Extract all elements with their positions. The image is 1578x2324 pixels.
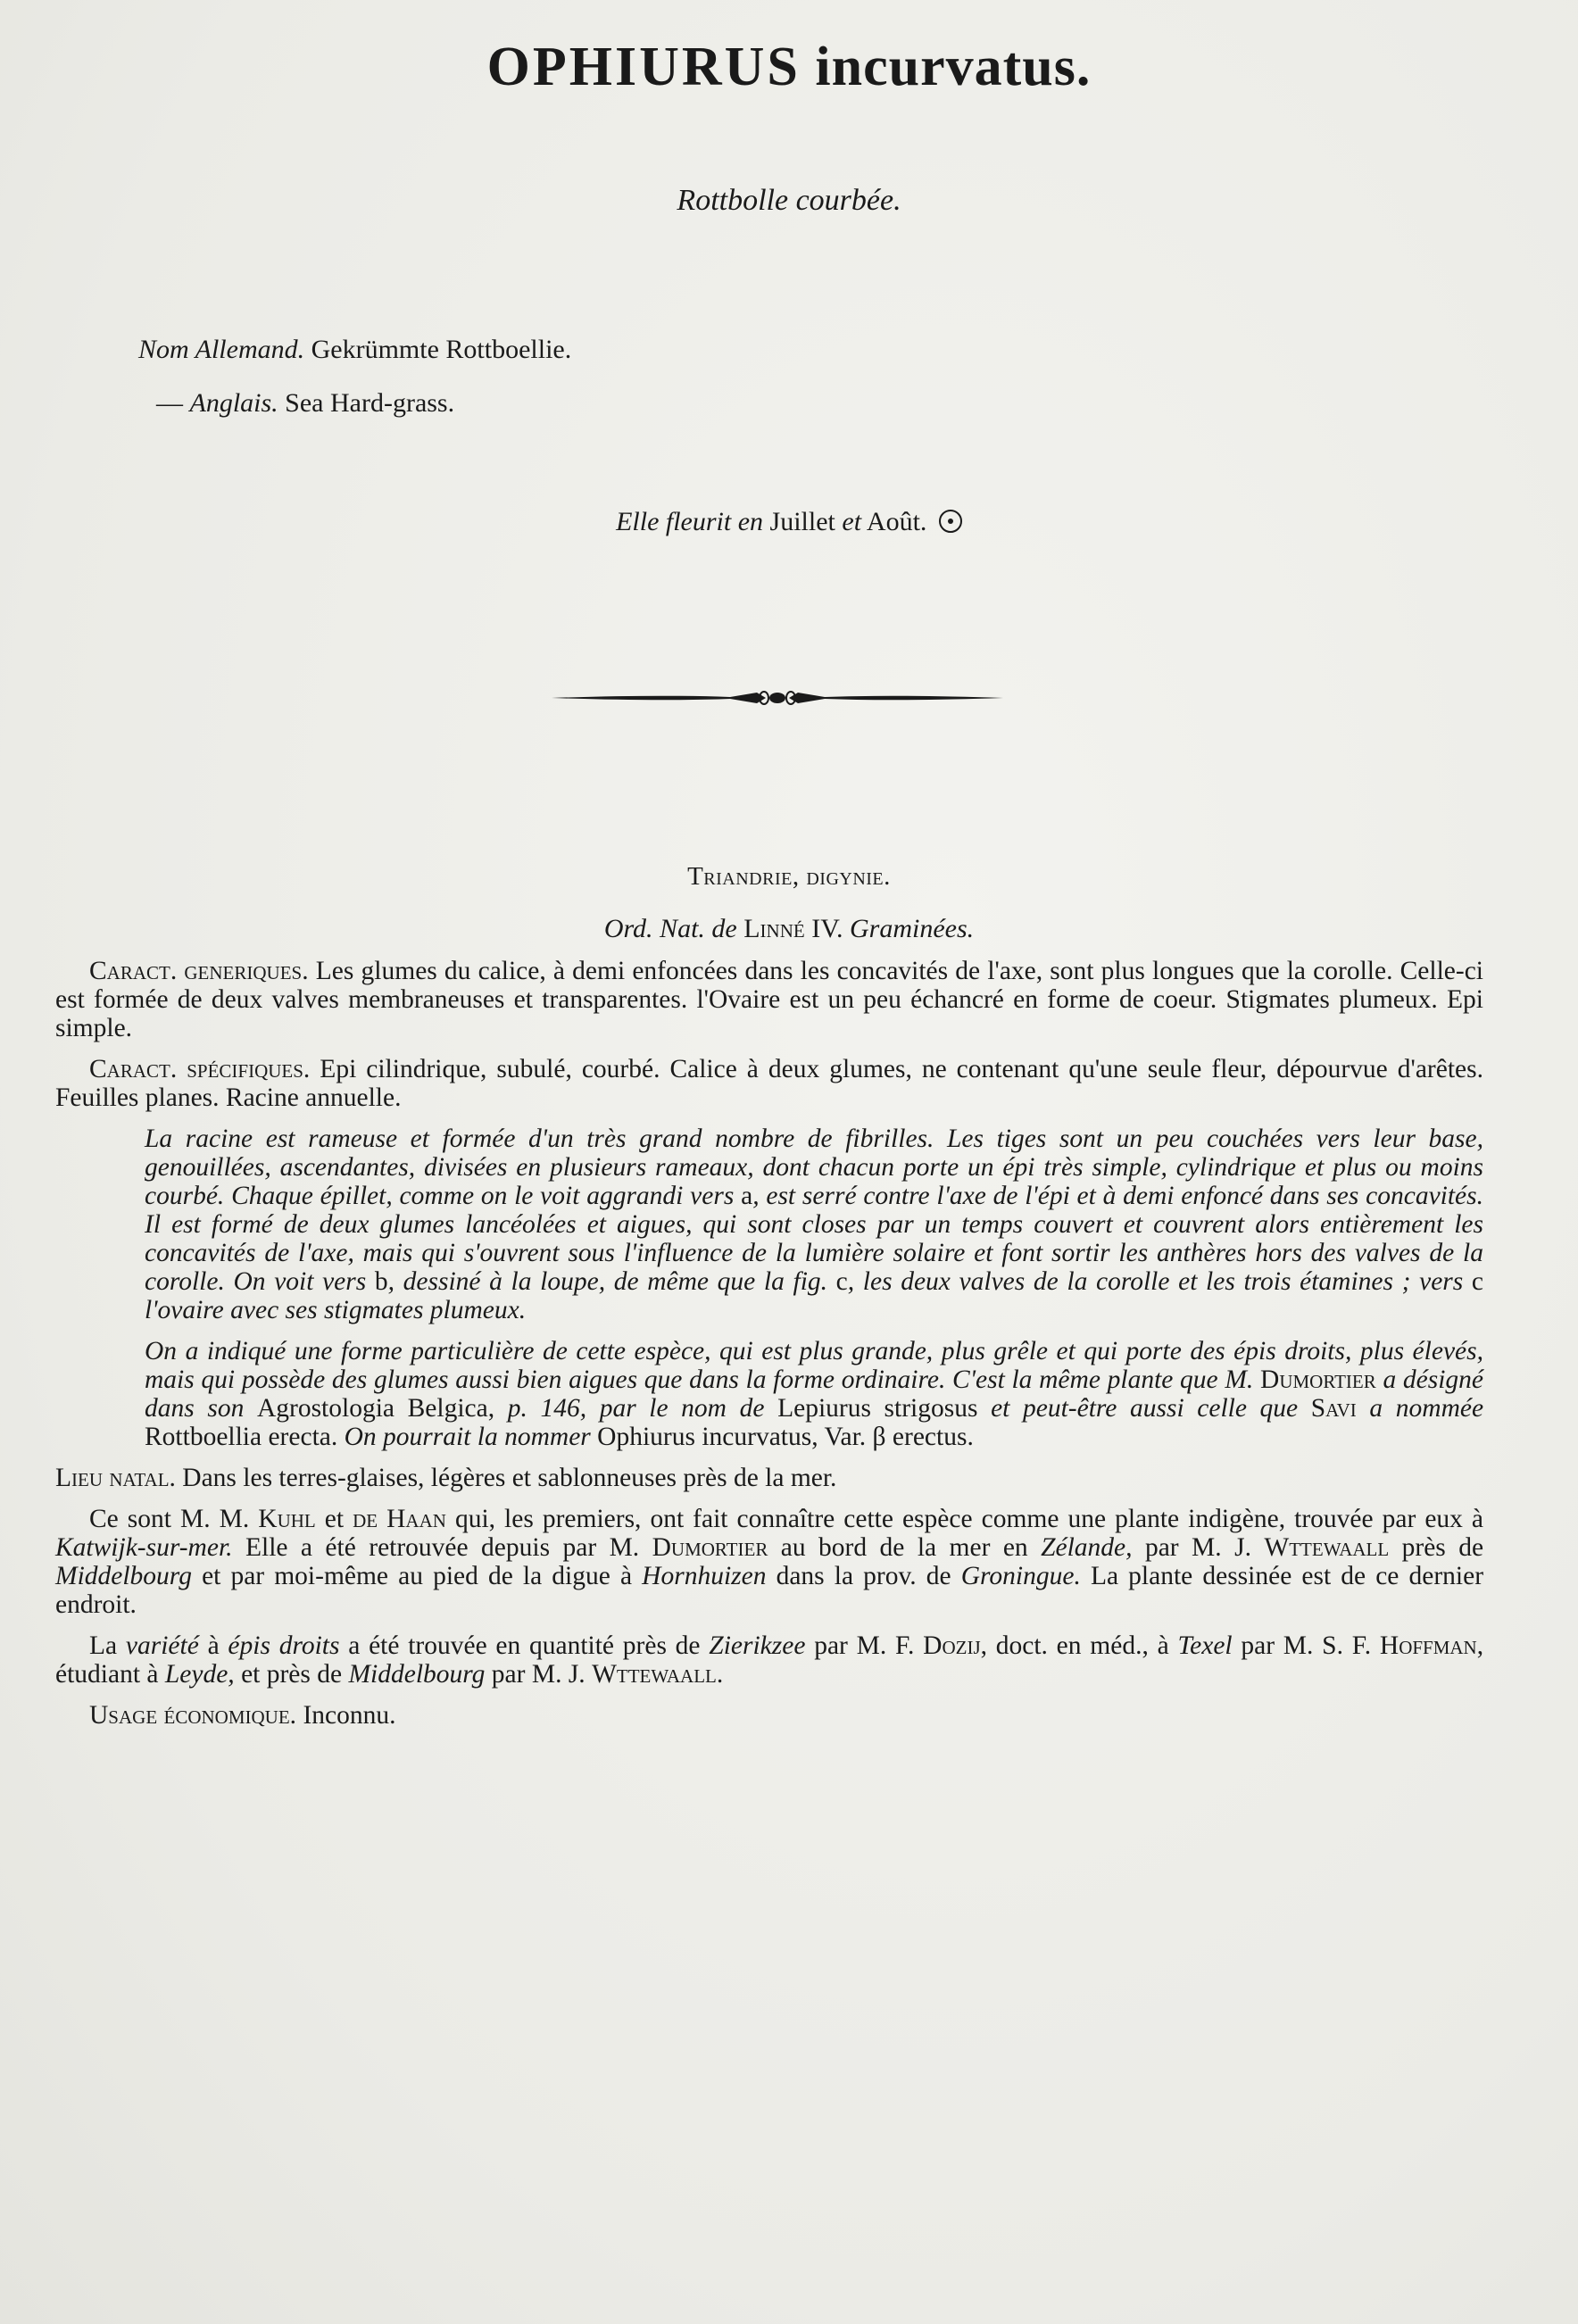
linnaean-class: Triandrie, digynie. xyxy=(687,862,891,891)
varloc-place-texel: Texel xyxy=(1177,1631,1233,1660)
english-dash: — xyxy=(156,388,183,418)
varloc-place-middelbourg: Middelbourg xyxy=(348,1660,486,1689)
usage-paragraph xyxy=(55,1701,1483,1730)
english-label: Anglais. xyxy=(189,388,278,418)
varloc-hoffman: Hoffman xyxy=(1379,1631,1477,1660)
usage-label: Usage économique. xyxy=(89,1701,297,1730)
description-text-5: l'ovaire avec ses stigmates plumeux. xyxy=(145,1296,527,1324)
discovery-dumortier: Dumortier xyxy=(652,1533,768,1562)
order-author: Linné xyxy=(743,914,805,943)
discovery-text-5: au bord de la mer en xyxy=(780,1533,1028,1562)
discovery-text-3: qui, les premiers, ont fait connaître cette espèce comme une plante indigène, trouvée par eux à xyxy=(454,1505,1484,1533)
specific-label: Caract. spécifiques. xyxy=(89,1055,311,1083)
varloc-text-5: , doct. en méd., à xyxy=(980,1631,1169,1660)
variety-name-ophiurus: Ophiurus incurvatus, Var. β erectus. xyxy=(597,1423,974,1451)
discovery-wttewaall: Wttewaall xyxy=(1264,1533,1390,1562)
varloc-text-1: La xyxy=(89,1631,118,1660)
discovery-place-hornhuizen: Hornhuizen xyxy=(642,1562,767,1590)
discovery-place-groningue: Groningue. xyxy=(960,1562,1081,1590)
varloc-text-9: par M. J. xyxy=(491,1660,586,1689)
discovery-text-6: par M. J. xyxy=(1144,1533,1251,1562)
discovery-place-zelande: Zélande, xyxy=(1041,1533,1133,1562)
variety-author-dumortier: Dumortier xyxy=(1260,1365,1376,1394)
page-title xyxy=(0,36,1578,99)
varloc-text-3: a été trouvée en quantité près de xyxy=(348,1631,701,1660)
german-name-line xyxy=(138,323,571,377)
german-label: Nom Allemand. xyxy=(138,335,305,364)
discovery-haan: de Haan xyxy=(353,1505,446,1533)
variety-text-1: On a indiqué une forme particulière de cette espèce, qui est plus grande, plus grêle et qui porte des épis droits, plus élevés, mais qui possède des glumes aussi bien aigues que dans la forme ordinaire. C'est la même plante que M. xyxy=(145,1337,1483,1394)
discovery-paragraph xyxy=(55,1505,1483,1619)
varloc-epis: épis droits xyxy=(228,1631,340,1660)
english-value: Sea Hard-grass. xyxy=(285,388,455,418)
order-family: Graminées. xyxy=(850,914,975,943)
varloc-text-4: par M. F. xyxy=(814,1631,915,1660)
order-prefix: Ord. Nat. de xyxy=(603,914,737,943)
varloc-place-leyde: Leyde, xyxy=(164,1660,235,1689)
order-num: IV. xyxy=(811,914,843,943)
varloc-dozij: Dozij xyxy=(923,1631,981,1660)
flowering-line xyxy=(0,507,1578,537)
main-text xyxy=(55,957,1483,1742)
discovery-text-7: près de xyxy=(1401,1533,1484,1562)
figure-ref-b: b xyxy=(374,1267,388,1296)
figure-ref-a: a xyxy=(741,1182,753,1210)
german-value: Gekrümmte Rottboellie. xyxy=(311,335,572,364)
specific-text: Epi cilindrique, subulé, courbé. Calice à deux glumes, ne contenant qu'une seule fleur, dépourvue d'arêtes. Feuilles planes. Racine annuelle. xyxy=(55,1055,1483,1112)
description-text-1: La racine est rameuse et formée d'un très grand nombre de fibrilles. Les tiges sont un peu couchées vers leur base, genouillées, ascendantes, divisées en plusieurs rameaux, dont chacun porte un épi très simple, cylindrique et plus ou moins courbé. Chaque épillet, comme on le voit aggrandi vers xyxy=(145,1125,1483,1210)
variety-work: Agrostologia Belgica, xyxy=(256,1394,495,1423)
variety-text-5: a nommée xyxy=(1369,1394,1484,1423)
discovery-text-4: Elle a été retrouvée depuis par M. xyxy=(245,1533,640,1562)
generic-text: Les glumes du calice, à demi enfoncées dans les concavités de l'axe, sont plus longues que la corolle. Celle-ci est formée de deux valves membraneuses et transparentes. l'Ovaire est un peu échancré en forme de coeur. Stigmates plumeux. Epi simple. xyxy=(55,957,1483,1042)
variety-text-4: et peut-être aussi celle que xyxy=(991,1394,1299,1423)
varloc-text-6: par M. S. F. xyxy=(1241,1631,1372,1660)
vernacular-names xyxy=(138,323,571,430)
flowering-month2: Août. xyxy=(866,507,927,536)
variety-text-6: On pourrait la nommer xyxy=(344,1423,591,1451)
varloc-wttewaall: Wttewaall. xyxy=(592,1660,724,1689)
variety-name-lepiurus: Lepiurus strigosus xyxy=(777,1394,978,1423)
natural-order xyxy=(0,914,1578,944)
flowering-conj: et xyxy=(842,507,862,536)
varloc-place-zierikzee: Zierikzee xyxy=(709,1631,806,1660)
generic-label: Caract. generiques. xyxy=(89,957,309,985)
discovery-text-1: Ce sont M. M. xyxy=(89,1505,250,1533)
description-text-2: , est serré contre l'axe de l'épi et à demi enfoncé dans ses concavités. Il est formé de deux glumes lancéolées et aigues, qui sont closes par un temps couvert et couvrent alors entièrement les concavités de l'axe, mais qui s'ouvrent sous l'influence de la lumière solaire et font sortir les anthères hors des valves de la corolle. On voit vers xyxy=(145,1182,1484,1296)
habitat-label: Lieu natal. xyxy=(55,1464,176,1492)
discovery-text-8: et par moi-même au pied de la digue à xyxy=(202,1562,633,1590)
generic-characters xyxy=(55,957,1483,1042)
habitat-paragraph xyxy=(55,1464,1483,1492)
variety-author-savi: Savi xyxy=(1310,1394,1357,1423)
description-text-4: , les deux valves de la corolle et les trois étamines ; vers xyxy=(847,1267,1464,1296)
specific-characters xyxy=(55,1055,1483,1112)
varloc-text-8: et près de xyxy=(241,1660,343,1689)
variety-location-paragraph xyxy=(55,1631,1483,1689)
varloc-text-2: à xyxy=(207,1631,220,1660)
english-name-line xyxy=(138,377,571,430)
variety-text-2: a désigné dans son xyxy=(145,1365,1484,1423)
description-text-3: , dessiné à la loupe, de même que la fig. xyxy=(387,1267,828,1296)
discovery-text-2: et xyxy=(324,1505,345,1533)
variety-paragraph xyxy=(55,1337,1483,1451)
description-paragraph xyxy=(55,1125,1483,1324)
discovery-place-middelbourg: Middelbourg xyxy=(55,1562,192,1590)
usage-text: Inconnu. xyxy=(303,1701,396,1730)
discovery-text-9: dans la prov. de xyxy=(776,1562,951,1590)
flowering-month1: Juillet xyxy=(769,507,835,536)
variety-name-rottboellia: Rottboellia erecta. xyxy=(145,1423,338,1451)
discovery-kuhl: Kuhl xyxy=(258,1505,316,1533)
varloc-variete: variété xyxy=(125,1631,199,1660)
varloc-text-7: , étudiant à xyxy=(55,1631,1484,1689)
flowering-prefix: Elle fleurit en xyxy=(616,507,764,536)
discovery-text-10: La plante dessinée est de ce dernier endroit. xyxy=(55,1562,1484,1619)
page-subtitle: Rottbolle courbée. xyxy=(677,184,901,217)
habitat-text: Dans les terres-glaises, légères et sablonneuses près de la mer. xyxy=(182,1464,837,1492)
title-genus: OPHIURUS xyxy=(486,37,801,97)
title-species: incurvatus. xyxy=(815,37,1092,97)
annual-symbol-icon xyxy=(939,510,962,533)
ornament-divider-icon xyxy=(552,680,1003,716)
variety-text-3: p. 146, par le nom de xyxy=(507,1394,765,1423)
figure-ref-c: c xyxy=(835,1267,848,1296)
figure-ref-c2: c xyxy=(1471,1267,1484,1296)
discovery-place-katwijk: Katwijk-sur-mer. xyxy=(55,1533,233,1562)
